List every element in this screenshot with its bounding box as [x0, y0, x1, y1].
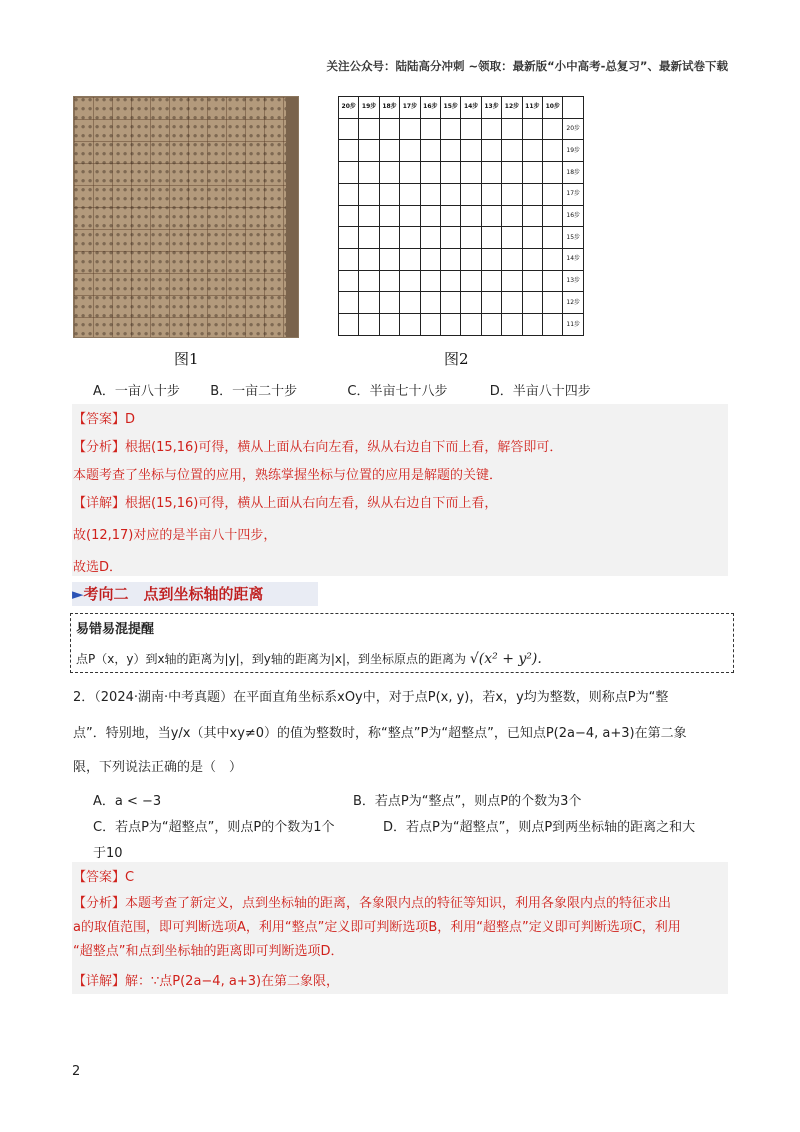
fig2-cell: [420, 205, 440, 227]
fig2-cell: [461, 205, 481, 227]
q1-analysis-2: 本题考查了坐标与位置的应用，熟练掌握坐标与位置的应用是解题的关键．: [73, 468, 503, 483]
q2-stem-1: 2．（2024·湖南·中考真题）在平面直角坐标系xOy中，对于点P(x, y)，若x，y均为整数，则称点P为“整: [73, 690, 669, 705]
fig2-cell: [502, 314, 522, 336]
fig2-cell: [543, 292, 563, 314]
fig2-cell: [379, 292, 399, 314]
q1-option-b: B．一亩二十步: [210, 384, 298, 399]
fig2-cell: [420, 270, 440, 292]
fig2-cell: [522, 249, 542, 271]
fig2-cell: [502, 162, 522, 184]
fig2-cell: [420, 162, 440, 184]
q2-stem-2: 点”．特别地，当y/x（其中xy≠0）的值为整数时，称“整点”P为“超整点”，已知点P(2a−4, a+3)在第二象: [73, 726, 687, 741]
fig2-cell: [461, 314, 481, 336]
page-header: 关注公众号：陆陆高分冲刺 ~领取：最新版“小中高考-总复习”、最新试卷下载: [326, 59, 728, 73]
q1-detail-1: 【详解】根据(15,16)可得，横从上面从右向左看，纵从右边自下而上看，: [73, 496, 498, 511]
fig2-row-header: 20步: [563, 118, 584, 140]
figure-1-caption: 图1: [174, 350, 199, 368]
fig2-col-header: 11步: [522, 97, 542, 119]
fig2-cell: [359, 140, 379, 162]
section-arrow-icon: ►: [72, 585, 84, 603]
figure-2-table: [338, 96, 584, 336]
fig2-cell: [339, 118, 359, 140]
fig2-row-header: 15步: [563, 227, 584, 249]
fig2-cell: [502, 292, 522, 314]
section-heading: [72, 582, 318, 606]
fig2-cell: [522, 292, 542, 314]
q2-option-b: B．若点P为“整点”，则点P的个数为3个: [353, 794, 582, 809]
fig2-cell: [400, 314, 420, 336]
fig2-row-header: 11步: [563, 314, 584, 336]
fig2-cell: [339, 162, 359, 184]
fig2-col-header: 13步: [481, 97, 501, 119]
fig2-cell: [441, 118, 461, 140]
q1-option-c: C．半亩七十八步: [347, 384, 448, 399]
fig2-cell: [461, 183, 481, 205]
fig2-cell: [543, 249, 563, 271]
fig2-cell: [379, 140, 399, 162]
fig2-cell: [543, 227, 563, 249]
fig2-cell: [420, 140, 440, 162]
q2-option-c: C．若点P为“超整点”，则点P的个数为1个: [93, 820, 335, 835]
fig2-cell: [379, 118, 399, 140]
fig2-cell: [481, 292, 501, 314]
fig2-cell: [339, 183, 359, 205]
fig2-cell: [502, 227, 522, 249]
q1-option-d: D．半亩八十四步: [489, 384, 591, 399]
fig2-cell: [481, 162, 501, 184]
q1-answer: 【答案】D: [73, 412, 136, 427]
figure-2-caption: 图2: [444, 350, 469, 368]
fig2-cell: [339, 292, 359, 314]
fig2-cell: [400, 249, 420, 271]
fig2-cell: [359, 162, 379, 184]
fig2-cell: [400, 270, 420, 292]
fig2-row-header: 17步: [563, 183, 584, 205]
fig2-cell: [400, 227, 420, 249]
fig2-cell: [339, 205, 359, 227]
tip-formula: √(x² + y²).: [469, 651, 542, 667]
q2-analysis-2: a的取值范围，即可判断选项A，利用“整点”定义即可判断选项B，利用“超整点”定义即可判断选项C，利用: [73, 920, 681, 935]
fig2-cell: [359, 249, 379, 271]
q1-detail-3: 故选D．: [73, 560, 123, 575]
fig2-cell: [441, 183, 461, 205]
fig2-row-header: 12步: [563, 292, 584, 314]
q1-answer-block: [72, 404, 728, 576]
fig2-cell: [400, 205, 420, 227]
fig2-cell: [400, 162, 420, 184]
q2-option-a: A．a < −3: [93, 794, 162, 809]
fig2-col-header: 18步: [379, 97, 399, 119]
fig2-cell: [543, 118, 563, 140]
fig2-cell: [502, 183, 522, 205]
fig2-cell: [522, 140, 542, 162]
section-title: 考向二 点到坐标轴的距离: [83, 585, 264, 603]
q1-analysis-1: 【分析】根据(15,16)可得，横从上面从右向左看，纵从右边自下而上看，解答即可．: [73, 440, 563, 455]
fig2-cell: [543, 314, 563, 336]
fig2-col-header: 20步: [339, 97, 359, 119]
fig2-cell: [359, 270, 379, 292]
fig2-cell: [502, 118, 522, 140]
fig2-cell: [420, 314, 440, 336]
fig2-cell: [359, 314, 379, 336]
fig2-cell: [379, 314, 399, 336]
fig2-cell: [400, 118, 420, 140]
fig2-cell: [420, 227, 440, 249]
fig2-cell: [461, 140, 481, 162]
fig2-cell: [461, 249, 481, 271]
q1-detail-2: 故(12,17)对应的是半亩八十四步，: [73, 528, 277, 543]
fig2-cell: [441, 249, 461, 271]
fig2-cell: [481, 118, 501, 140]
fig2-cell: [481, 270, 501, 292]
fig2-cell: [461, 227, 481, 249]
tip-body: 点P（x，y）到x轴的距离为|y|，到y轴的距离为|x|，到坐标原点的距离为 √(x² + y²).: [76, 651, 542, 667]
fig2-row-header: 16步: [563, 205, 584, 227]
fig2-cell: [359, 292, 379, 314]
fig2-cell: [339, 249, 359, 271]
fig2-cell: [379, 183, 399, 205]
fig2-cell: [502, 205, 522, 227]
fig2-cell: [481, 227, 501, 249]
fig2-cell: [481, 249, 501, 271]
fig2-cell: [339, 227, 359, 249]
fig2-cell: [461, 118, 481, 140]
fig2-cell: [481, 140, 501, 162]
fig2-col-header: 17步: [400, 97, 420, 119]
fig2-col-header: 16步: [420, 97, 440, 119]
fig2-cell: [359, 227, 379, 249]
fig2-cell: [420, 118, 440, 140]
fig2-cell: [502, 270, 522, 292]
fig2-cell: [502, 249, 522, 271]
page-number: 2: [72, 1064, 81, 1079]
fig2-col-header: 19步: [359, 97, 379, 119]
fig2-cell: [441, 270, 461, 292]
tip-title: 易错易混提醒: [76, 622, 155, 637]
fig2-cell: [461, 162, 481, 184]
fig2-cell: [420, 249, 440, 271]
q2-option-d-cont: 于10: [93, 846, 123, 861]
fig2-col-header: 12步: [502, 97, 522, 119]
fig2-cell: [522, 162, 542, 184]
fig2-cell: [441, 162, 461, 184]
fig2-cell: [543, 183, 563, 205]
fig2-col-header: 15步: [441, 97, 461, 119]
fig2-cell: [379, 270, 399, 292]
q2-answer: 【答案】C: [73, 870, 135, 885]
fig2-cell: [441, 292, 461, 314]
fig2-cell: [400, 183, 420, 205]
fig2-cell: [359, 205, 379, 227]
fig2-cell: [339, 314, 359, 336]
fig2-row-header: 18步: [563, 162, 584, 184]
fig2-cell: [543, 162, 563, 184]
fig2-col-header: 14步: [461, 97, 481, 119]
fig2-cell: [359, 183, 379, 205]
fig2-cell: [441, 227, 461, 249]
fig2-corner-cell: [563, 97, 584, 119]
q1-options: [93, 380, 591, 399]
q2-analysis-1: 【分析】本题考查了新定义，点到坐标轴的距离，各象限内点的特征等知识，利用各象限内点的特征求出: [73, 896, 672, 911]
fig2-col-header: 10步: [543, 97, 563, 119]
fig2-cell: [339, 140, 359, 162]
fig2-cell: [420, 183, 440, 205]
fig2-cell: [441, 205, 461, 227]
fig2-cell: [522, 270, 542, 292]
fig2-cell: [522, 314, 542, 336]
fig2-cell: [543, 140, 563, 162]
fig2-cell: [522, 118, 542, 140]
fig2-cell: [441, 140, 461, 162]
fig2-cell: [543, 270, 563, 292]
fig2-cell: [522, 183, 542, 205]
fig2-row-header: 19步: [563, 140, 584, 162]
fig2-cell: [379, 162, 399, 184]
fig2-cell: [339, 270, 359, 292]
fig2-cell: [522, 227, 542, 249]
q2-stem-3: 限，下列说法正确的是（ ）: [73, 760, 243, 775]
fig2-cell: [359, 118, 379, 140]
fig2-cell: [379, 249, 399, 271]
fig2-row-header: 14步: [563, 249, 584, 271]
q1-option-a: A．一亩八十步: [93, 384, 180, 399]
fig2-cell: [481, 205, 501, 227]
fig2-cell: [461, 292, 481, 314]
q2-analysis-3: “超整点”和点到坐标轴的距离即可判断选项D．: [73, 944, 344, 959]
fig2-cell: [481, 314, 501, 336]
fig2-cell: [522, 205, 542, 227]
q2-option-d: D．若点P为“超整点”，则点P到两坐标轴的距离之和大: [383, 820, 696, 835]
fig2-cell: [502, 140, 522, 162]
fig2-cell: [400, 140, 420, 162]
q2-detail-1: 【详解】解：∵点P(2a−4, a+3)在第二象限，: [73, 974, 340, 989]
fig2-cell: [400, 292, 420, 314]
fig2-cell: [461, 270, 481, 292]
fig2-cell: [420, 292, 440, 314]
figure-1-image: [73, 96, 299, 338]
fig2-cell: [441, 314, 461, 336]
fig2-cell: [379, 227, 399, 249]
fig2-cell: [379, 205, 399, 227]
fig2-cell: [481, 183, 501, 205]
fig2-cell: [543, 205, 563, 227]
fig2-row-header: 13步: [563, 270, 584, 292]
